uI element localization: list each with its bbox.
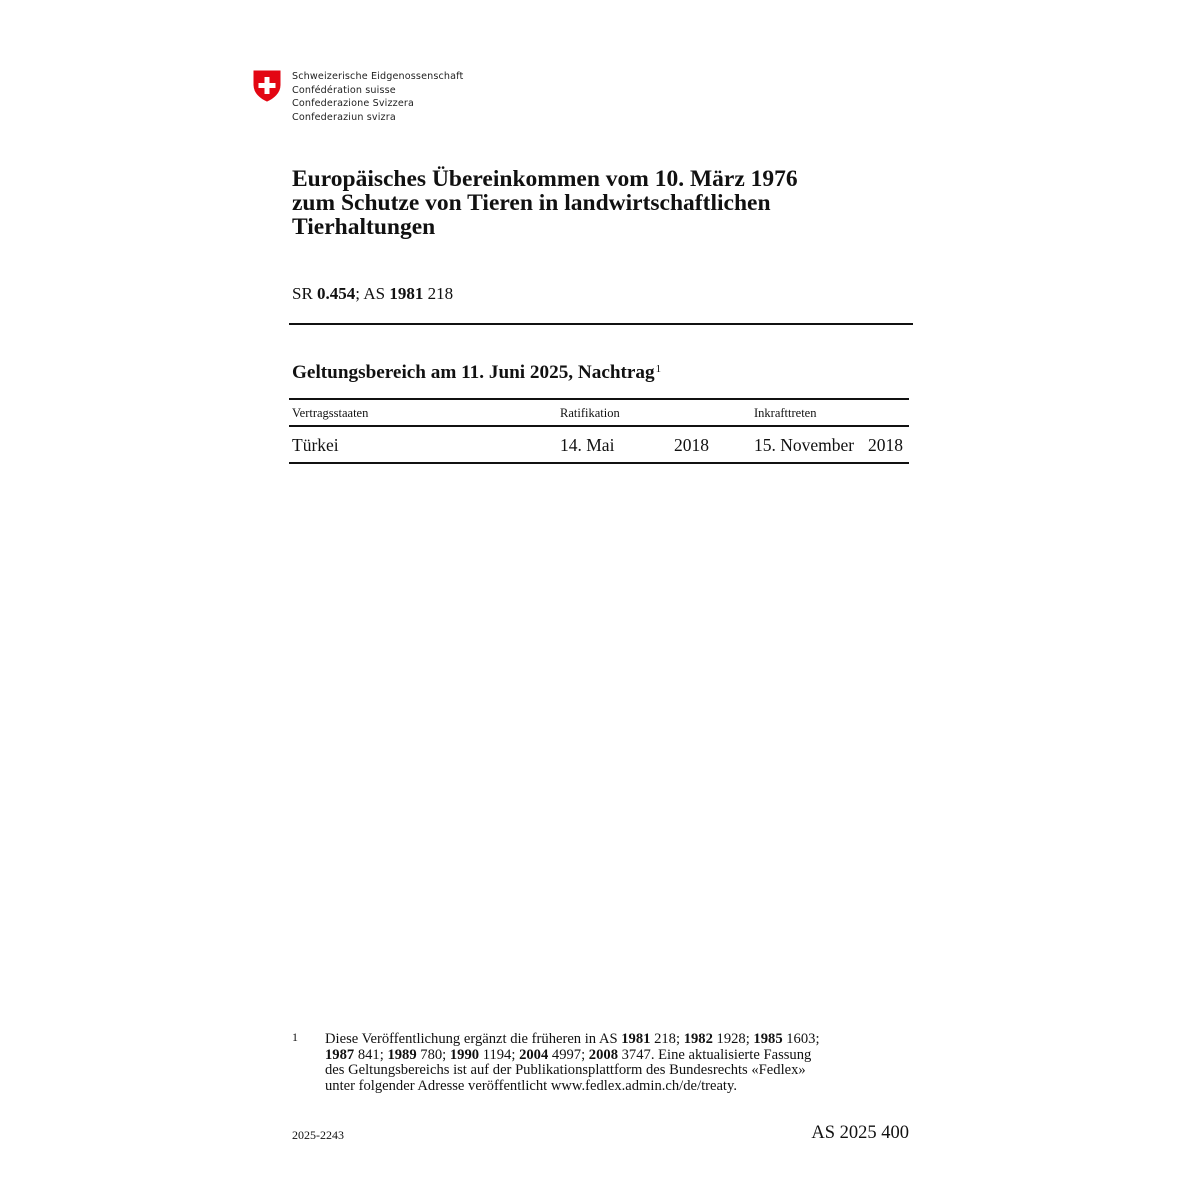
title-line: Europäisches Übereinkommen vom 10. März 1976 — [292, 166, 798, 192]
swiss-cross-emblem-icon — [253, 70, 281, 102]
cell-ratification-year: 2018 — [674, 435, 709, 455]
cell-entry-date: 15. November — [754, 435, 855, 455]
header-divider — [289, 323, 913, 325]
authority-line-rm: Confederaziun svizra — [292, 111, 396, 123]
column-header-states: Vertragsstaaten — [292, 406, 369, 420]
sr-reference — [292, 284, 453, 304]
footnote-line: des Geltungsbereichs ist auf der Publikationsplattform des Bundesrechts «Fedlex» — [325, 1062, 806, 1079]
cell-ratification-date: 14. Mai — [560, 435, 615, 455]
footnote-marker[interactable]: 1 — [655, 363, 662, 375]
authority-line-it: Confederazione Svizzera — [292, 98, 415, 110]
as-separator: ; AS — [355, 284, 386, 303]
as-year: 1981 — [389, 284, 424, 303]
footnote-line: 1987 841; 1989 780; 1990 1194; 2004 4997; 2008 3747. Eine aktualisierte Fassung — [325, 1046, 812, 1063]
cell-entry-year: 2018 — [868, 435, 903, 455]
section-heading — [292, 362, 661, 384]
title-line: Tierhaltungen — [292, 214, 436, 240]
table-header-rule — [289, 425, 909, 427]
federal-authority-names — [292, 70, 463, 124]
document-title — [292, 167, 892, 239]
authority-line-de: Schweizerische Eidgenossenschaft — [292, 71, 464, 82]
column-header-entry-into-force: Inkrafttreten — [754, 406, 817, 420]
sr-number: 0.454 — [317, 284, 356, 303]
title-line: zum Schutze von Tieren in landwirtschaftlichen — [292, 190, 771, 216]
column-header-ratification: Ratifikation — [560, 406, 620, 420]
as-page-reference: AS 2025 400 — [811, 1123, 909, 1143]
footnote-line: Diese Veröffentlichung ergänzt die früheren in AS 1981 218; 1982 1928; 1985 1603; — [325, 1031, 820, 1047]
footnote-number: 1 — [292, 1030, 298, 1044]
footnote-line: unter folgender Adresse veröffentlicht www.fedlex.admin.ch/de/treaty. — [325, 1077, 737, 1094]
cell-state: Türkei — [292, 435, 339, 455]
document-number: 2025-2243 — [292, 1128, 344, 1142]
section-heading-text: Geltungsbereich am 11. Juni 2025, Nachtrag — [292, 362, 655, 383]
table-bottom-rule — [289, 462, 909, 464]
table-top-rule — [289, 398, 909, 400]
footnote-text — [325, 1032, 905, 1094]
sr-prefix: SR — [292, 284, 313, 303]
authority-line-fr: Confédération suisse — [292, 84, 396, 96]
as-page: 218 — [427, 284, 454, 303]
